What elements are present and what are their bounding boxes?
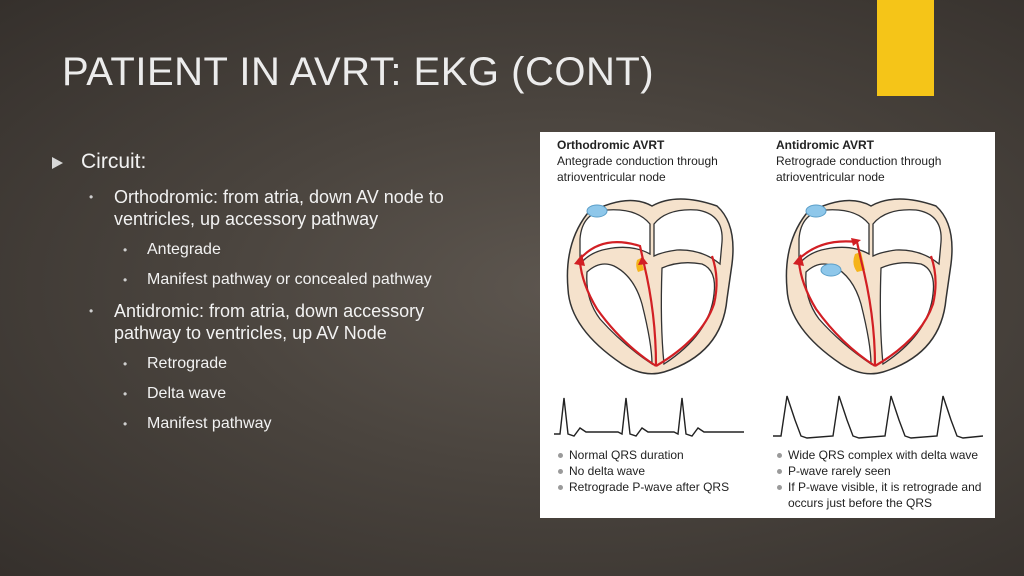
antidromic-header (776, 138, 991, 185)
bullet-dot-icon: • (123, 273, 128, 287)
orthodromic-header (557, 138, 772, 185)
bullet-list (50, 148, 490, 434)
sub-bullet-antegrade (50, 240, 490, 260)
bullet-text: Antegrade (147, 241, 221, 258)
bullet-text: Retrograde (147, 355, 228, 372)
slide-title: PATIENT IN AVRT: EKG (CONT) (62, 50, 655, 94)
list-item: P-wave rarely seen (775, 463, 990, 479)
list-item: Wide QRS complex with delta wave (775, 447, 990, 463)
sub-bullet-manifest (50, 414, 490, 434)
bullet-text: Manifest pathway (147, 415, 272, 432)
list-item: Normal QRS duration (556, 447, 756, 463)
bullet-dot-icon: • (123, 387, 128, 401)
bullet-text: Orthodromic: from atria, down AV node to ventricles, up accessory pathway (114, 187, 444, 229)
bullet-text: Antidromic: from atria, down accessory pathway to ventricles, up AV Node (114, 301, 425, 343)
orthodromic-ekg-strip (554, 390, 744, 440)
bullet-dot-icon: • (123, 417, 128, 431)
antidromic-title: Antidromic AVRT (776, 138, 874, 152)
list-item: If P-wave visible, it is retrograde and occurs just before the QRS (775, 479, 990, 511)
bullet-dot-icon: • (89, 190, 94, 204)
sub-bullet-retrograde (50, 354, 490, 374)
antidromic-notes (775, 447, 990, 511)
antidromic-subtitle: Retrograde conduction through atrioventricular node (776, 154, 942, 184)
orthodromic-subtitle: Antegrade conduction through atrioventricular node (557, 154, 718, 184)
avrt-figure (540, 132, 995, 518)
bullet-text: Circuit: (81, 150, 147, 173)
list-item: No delta wave (556, 463, 756, 479)
accent-tab (877, 0, 934, 96)
sub-bullet-delta-wave (50, 384, 490, 404)
orthodromic-heart-diagram (552, 194, 752, 379)
bullet-antidromic (50, 300, 490, 344)
bullet-text: Manifest pathway or concealed pathway (147, 271, 432, 288)
bullet-orthodromic (50, 186, 490, 230)
antidromic-heart-diagram (771, 194, 971, 379)
sub-bullet-manifest-concealed (50, 270, 490, 290)
list-item: Retrograde P-wave after QRS (556, 479, 756, 495)
bullet-dot-icon: • (123, 357, 128, 371)
triangle-bullet-icon (52, 157, 63, 169)
orthodromic-title: Orthodromic AVRT (557, 138, 665, 152)
bullet-text: Delta wave (147, 385, 227, 402)
bullet-dot-icon: • (123, 243, 128, 257)
antidromic-ekg-strip (773, 390, 983, 440)
bullet-dot-icon: • (89, 304, 94, 318)
bullet-circuit (50, 148, 490, 178)
orthodromic-notes (556, 447, 756, 495)
